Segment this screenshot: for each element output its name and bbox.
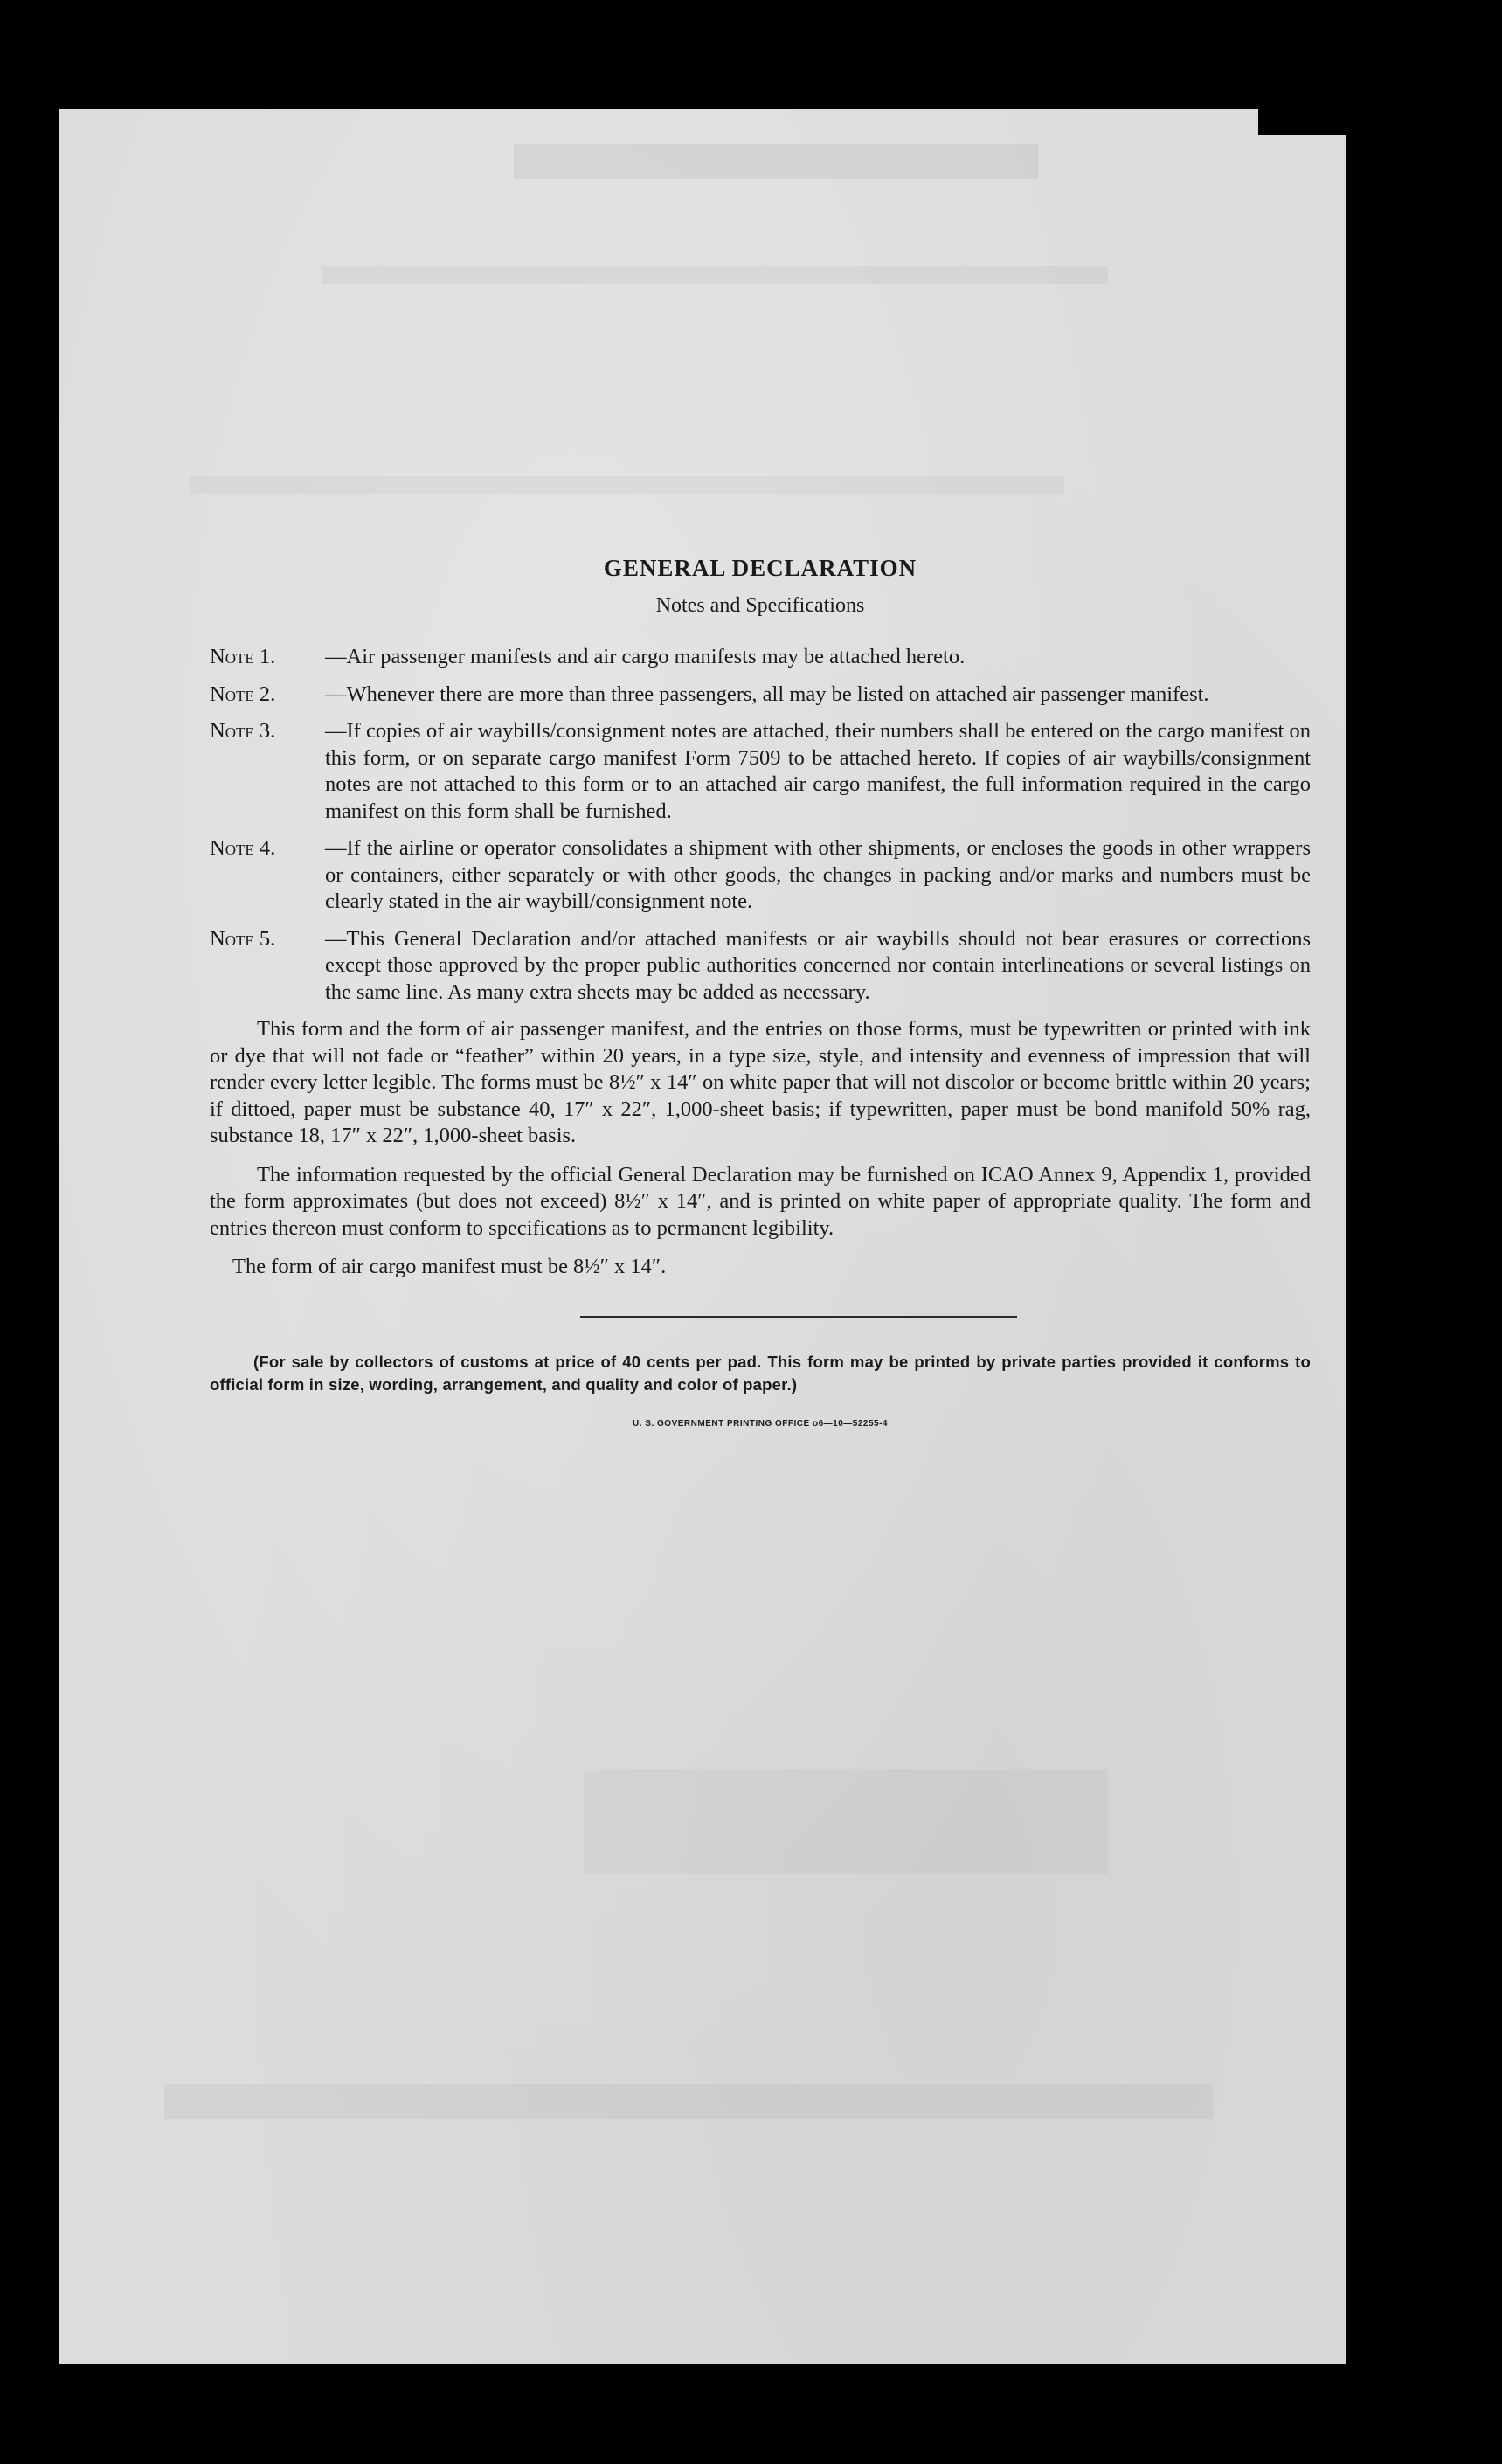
bleed-through-mark bbox=[322, 266, 1108, 284]
bleed-through-mark bbox=[164, 2084, 1213, 2119]
specification-paragraph: This form and the form of air passenger manifest, and the entries on those forms, must be typewritten or printed with ink or dye that will not fade or “feather” within 20 years, in a type size, style, and intensity and evenness of impression that will render every letter legible. The forms must be 8½″ x 14″ on white paper that will not discolor or become brittle within 20 years; if dittoed, paper must be substance 40, 17″ x 22″, 1,000-sheet basis; if typewritten, paper must be bond manifold 50% rag, substance 18, 17″ x 22″, 1,000-sheet basis. bbox=[210, 1017, 1311, 1147]
scan-border-corner bbox=[1258, 98, 1346, 135]
cargo-manifest-size: The form of air cargo manifest must be 8½″ x 14″. bbox=[232, 1255, 667, 1278]
document-title: GENERAL DECLARATION bbox=[603, 555, 917, 581]
sale-notice: (For sale by collectors of customs at price of 40 cents per pad. This form may be printed by private parties provided it conforms to official form in size, wording, arrangement, and quality and color of paper.) bbox=[210, 1352, 1311, 1394]
document-subtitle: Notes and Specifications bbox=[655, 594, 865, 617]
note-item bbox=[210, 682, 1311, 709]
bleed-through-mark bbox=[514, 144, 1038, 179]
note-item bbox=[210, 644, 1311, 671]
note-label: Note 1. bbox=[210, 645, 276, 668]
note-item bbox=[210, 835, 1311, 916]
note-label: Note 4. bbox=[210, 836, 276, 860]
note-label: Note 2. bbox=[210, 682, 276, 706]
note-text: —Whenever there are more than three passengers, all may be listed on attached air passenger manifest. bbox=[325, 682, 1209, 706]
note-text: —Air passenger manifests and air cargo manifests may be attached hereto. bbox=[325, 645, 966, 668]
bleed-through-mark bbox=[584, 1769, 1108, 1874]
note-text: —If the airline or operator consolidates a shipment with other shipments, or encloses the goods in other wrappers or containers, either separately or with other goods, the changes in packing and/or marks and numbers must be clearly stated in the air waybill/consignment note. bbox=[325, 836, 1311, 913]
note-item bbox=[210, 926, 1311, 1007]
bleed-through-mark bbox=[190, 476, 1064, 494]
specification-paragraph: The information requested by the official General Declaration may be furnished on ICAO Annex 9, Appendix 1, provided the form approximates (but does not exceed) 8½″ x 14″, and is printed on white paper of appropriate quality. The form and entries thereon must conform to specifications as to permanent legibility. bbox=[210, 1162, 1311, 1240]
declaration-notes bbox=[210, 555, 1311, 1429]
note-label: Note 5. bbox=[210, 926, 276, 951]
note-text: —This General Declaration and/or attached manifests or air waybills should not bear erasures or corrections except those approved by the proper public authorities concerned nor contain interlineations or several listings on the same line. As many extra sheets may be added as necessary. bbox=[325, 926, 1311, 1004]
divider-rule bbox=[580, 1316, 1017, 1318]
note-text: —If copies of air waybills/consignment notes are attached, their numbers shall be entered on the cargo manifest on this form, or on separate cargo manifest Form 7509 to be attached hereto. If copies of air waybills/consignment notes are not attached to this form or to an attached air cargo manifest, the full information required in the cargo manifest on this form shall be furnished. bbox=[325, 719, 1311, 823]
printer-imprint: U. S. GOVERNMENT PRINTING OFFICE o6—10—52255-4 bbox=[633, 1418, 888, 1429]
note-label: Note 3. bbox=[210, 719, 276, 743]
note-item bbox=[210, 718, 1311, 825]
